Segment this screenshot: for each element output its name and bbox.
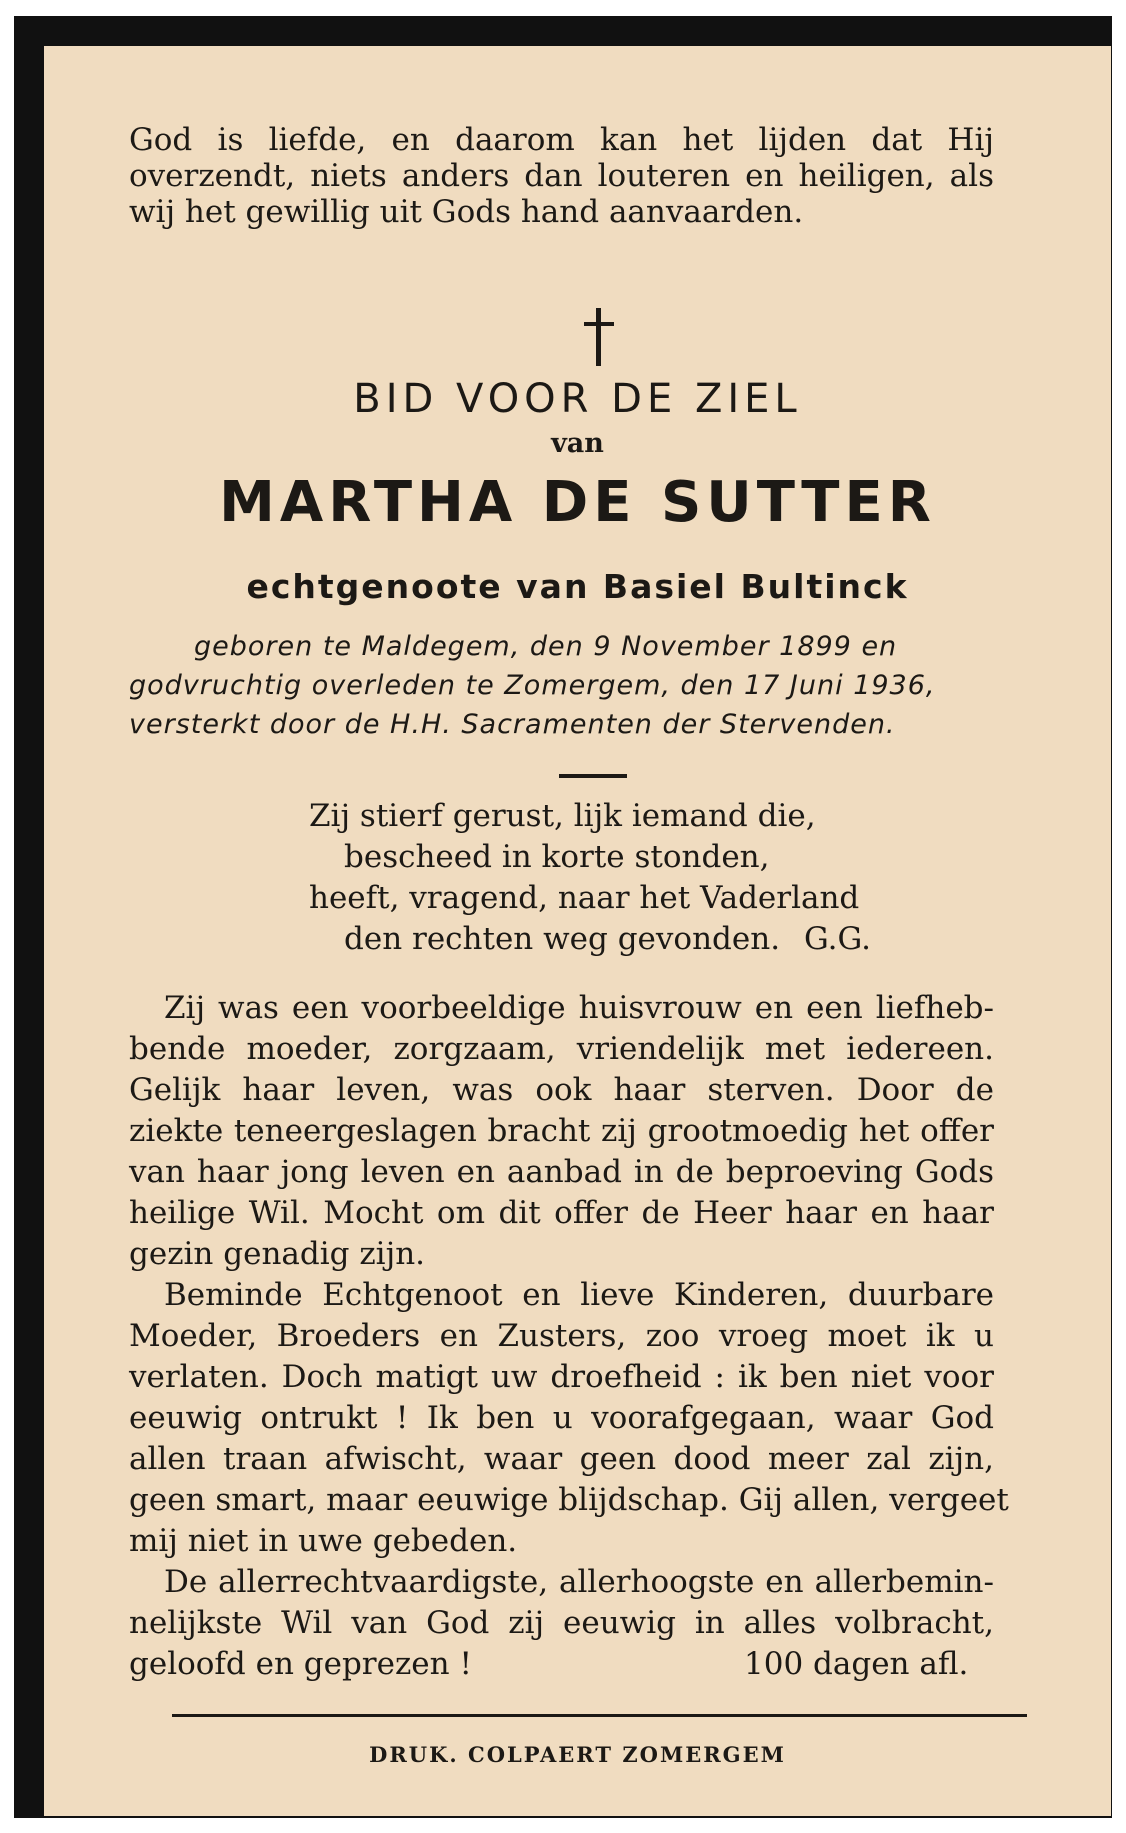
- poem-line: den rechten weg gevonden.: [344, 921, 781, 957]
- poem-line: heeft, vragend, naar het Vaderland: [309, 880, 860, 916]
- body-line: gezin genadig zijn.: [129, 1236, 426, 1272]
- epigraph-line: God is liefde, en daarom kan het lijden dat Hij: [129, 122, 994, 158]
- spouse-line: echtgenoote van Basiel Bultinck: [246, 567, 909, 606]
- body-line: Beminde Echtgenoot en lieve Kinderen, duurbare: [164, 1277, 994, 1313]
- indulgence-note: 100 dagen afl.: [744, 1646, 969, 1682]
- printer-imprint: DRUK. COLPAERT ZOMERGEM: [369, 1742, 786, 1767]
- body-line: Gelijk haar leven, was ook haar sterven. Door de: [129, 1072, 994, 1108]
- van-label: van: [551, 428, 604, 459]
- body-line: nelijkste Wil van God zij eeuwig in alles volbracht,: [129, 1605, 994, 1641]
- birth-line: geboren te Maldegem, den 9 November 1899 en: [194, 631, 898, 662]
- prayer-heading: BID VOOR DE ZIEL: [353, 376, 802, 422]
- footer-rule: [172, 1714, 1027, 1717]
- poem-line: bescheed in korte stonden,: [344, 839, 770, 875]
- body-line: van haar jong leven en aanbad in de beproeving Gods: [129, 1154, 994, 1190]
- body-line: mij niet in uwe gebeden.: [129, 1523, 518, 1559]
- body-line: ziekte teneergeslagen bracht zij grootmoedig het offer: [129, 1113, 994, 1149]
- body-line: allen traan afwischt, waar geen dood meer zal zijn,: [129, 1441, 994, 1477]
- mourning-card-border: [14, 16, 1112, 1818]
- body-line: Zij was een voorbeeldige huisvrouw en een liefheb-: [164, 990, 994, 1026]
- poem-line: Zij stierf gerust, lijk iemand die,: [309, 798, 816, 834]
- body-line: verlaten. Doch matigt uw droefheid : ik ben niet voor: [129, 1359, 994, 1395]
- body-line: geloofd en geprezen !: [129, 1646, 472, 1682]
- body-line: geen smart, maar eeuwige blijdschap. Gij allen, vergeet: [129, 1482, 1009, 1518]
- poem-initials: G.G.: [804, 921, 872, 957]
- body-line: Moeder, Broeders en Zusters, zoo vroeg moet ik u: [129, 1318, 994, 1354]
- body-line: bende moeder, zorgzaam, vriendelijk met iedereen.: [129, 1031, 994, 1067]
- body-line: heilige Wil. Mocht om dit offer de Heer haar en haar: [129, 1195, 994, 1231]
- cross-icon: [584, 308, 614, 366]
- deceased-name: MARTHA DE SUTTER: [219, 470, 936, 535]
- memorial-card: [44, 46, 1111, 1816]
- sacraments-line: versterkt door de H.H. Sacramenten der Stervenden.: [129, 709, 896, 740]
- body-line: De allerrechtvaardigste, allerhoogste en allerbemin-: [164, 1564, 994, 1600]
- body-line: eeuwig ontrukt ! Ik ben u voorafgegaan, waar God: [129, 1400, 994, 1436]
- epigraph-line: overzendt, niets anders dan louteren en heiligen, als: [129, 158, 994, 194]
- death-line: godvruchtig overleden te Zomergem, den 17 Juni 1936,: [129, 670, 936, 701]
- divider: [559, 774, 627, 778]
- epigraph-line: wij het gewillig uit Gods hand aanvaarden.: [129, 194, 804, 230]
